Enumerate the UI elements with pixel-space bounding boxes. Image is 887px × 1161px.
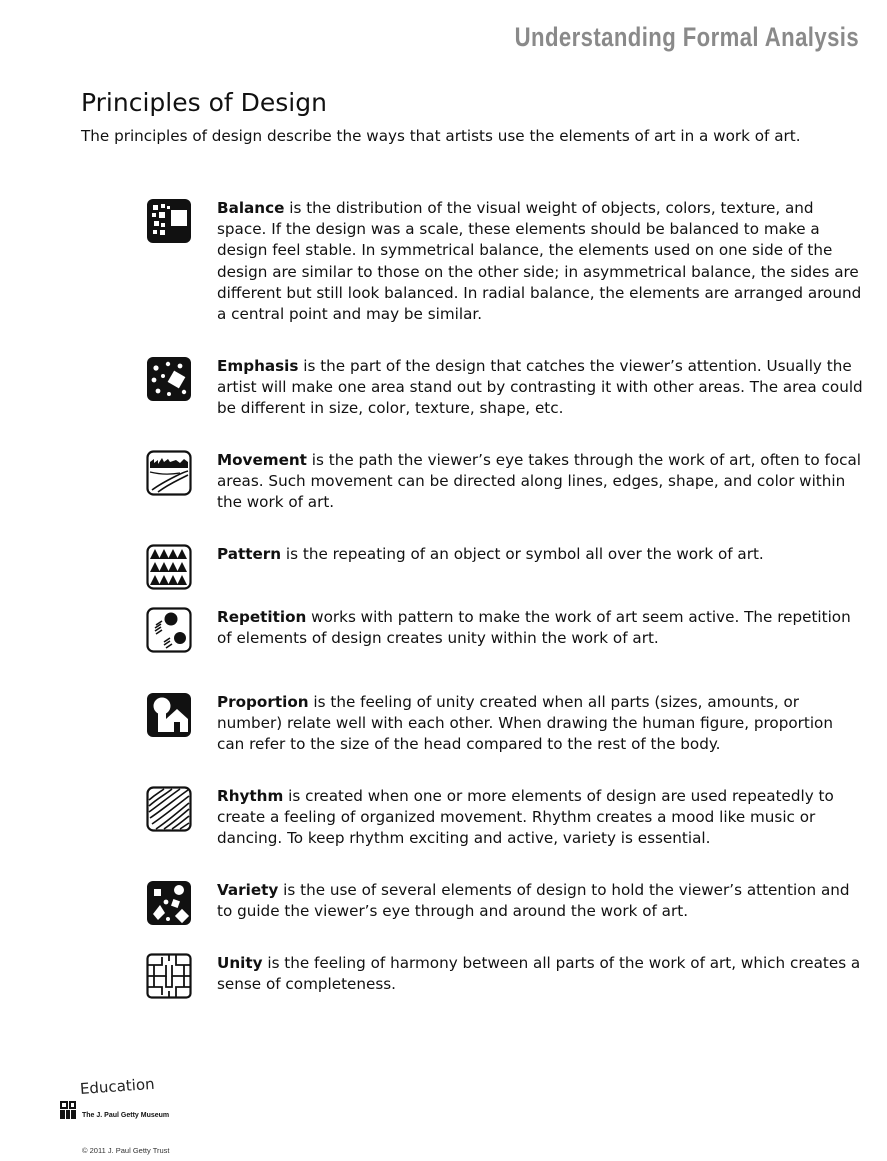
principle-description: is the feeling of unity created when all parts (sizes, amounts, or number) relate well with each other. When drawing the human figure, proportion can refer to the size of the head compared to the rest of the body. <box>217 693 833 754</box>
principle-term: Pattern <box>217 545 282 563</box>
principle-term: Rhythm <box>217 787 284 805</box>
principle-term: Repetition <box>217 608 307 626</box>
emphasis-icon <box>146 356 192 402</box>
intro-paragraph: The principles of design describe the ways that artists use the elements of art in a work of art. <box>81 127 801 145</box>
principle-term: Movement <box>217 451 307 469</box>
principle-term: Proportion <box>217 693 309 711</box>
principle-description: is the use of several elements of design to hold the viewer’s attention and to guide the viewer’s eye through and around the work of art. <box>217 881 850 921</box>
principle-term: Emphasis <box>217 357 299 375</box>
rhythm-icon <box>146 786 192 832</box>
principle-description: is the part of the design that catches the viewer’s attention. Usually the artist will make one area stand out by contrasting it with other areas. The area could be different in size, color, texture, shape, etc. <box>217 357 863 418</box>
movement-icon <box>146 450 192 496</box>
principle-description: is the repeating of an object or symbol all over the work of art. <box>281 545 764 563</box>
principle-term: Balance <box>217 199 285 217</box>
getty-logo-icon <box>59 1100 77 1120</box>
principle-description: is the path the viewer’s eye takes through the work of art, often to focal areas. Such movement can be directed along lines, edges, shape, and color within the work of art. <box>217 451 862 512</box>
principle-description: is the feeling of harmony between all parts of the work of art, which creates a sense of completeness. <box>217 954 861 994</box>
principle-term: Unity <box>217 954 263 972</box>
museum-name: The J. Paul Getty Museum <box>82 1112 170 1119</box>
principle-description: works with pattern to make the work of art seem active. The repetition of elements of design creates unity within the work of art. <box>217 608 851 648</box>
education-logo-word: Education <box>79 1074 156 1098</box>
page-title: Principles of Design <box>81 88 327 117</box>
principle-description: is the distribution of the visual weight of objects, colors, texture, and space. If the design was a scale, these elements should be balanced to make a design feel stable. In symmetrical balance, the elements used on one side of the design are similar to those on the other side; in asymmetrical balance, the sides are different but still look balanced. In radial balance, the elements are arranged around a central point and may be similar. <box>217 199 862 324</box>
unity-icon <box>146 953 192 999</box>
balance-icon <box>146 198 192 244</box>
repetition-icon <box>146 607 192 653</box>
pattern-icon <box>146 544 192 590</box>
copyright-notice: © 2011 J. Paul Getty Trust <box>82 1146 170 1155</box>
principle-description: is created when one or more elements of design are used repeatedly to create a feeling of organized movement. Rhythm creates a mood like music or dancing. To keep rhythm exciting and active, variety is essential. <box>217 787 834 848</box>
principle-term: Variety <box>217 881 279 899</box>
proportion-icon <box>146 692 192 738</box>
variety-icon <box>146 880 192 926</box>
document-header-title: Understanding Formal Analysis <box>514 22 859 52</box>
